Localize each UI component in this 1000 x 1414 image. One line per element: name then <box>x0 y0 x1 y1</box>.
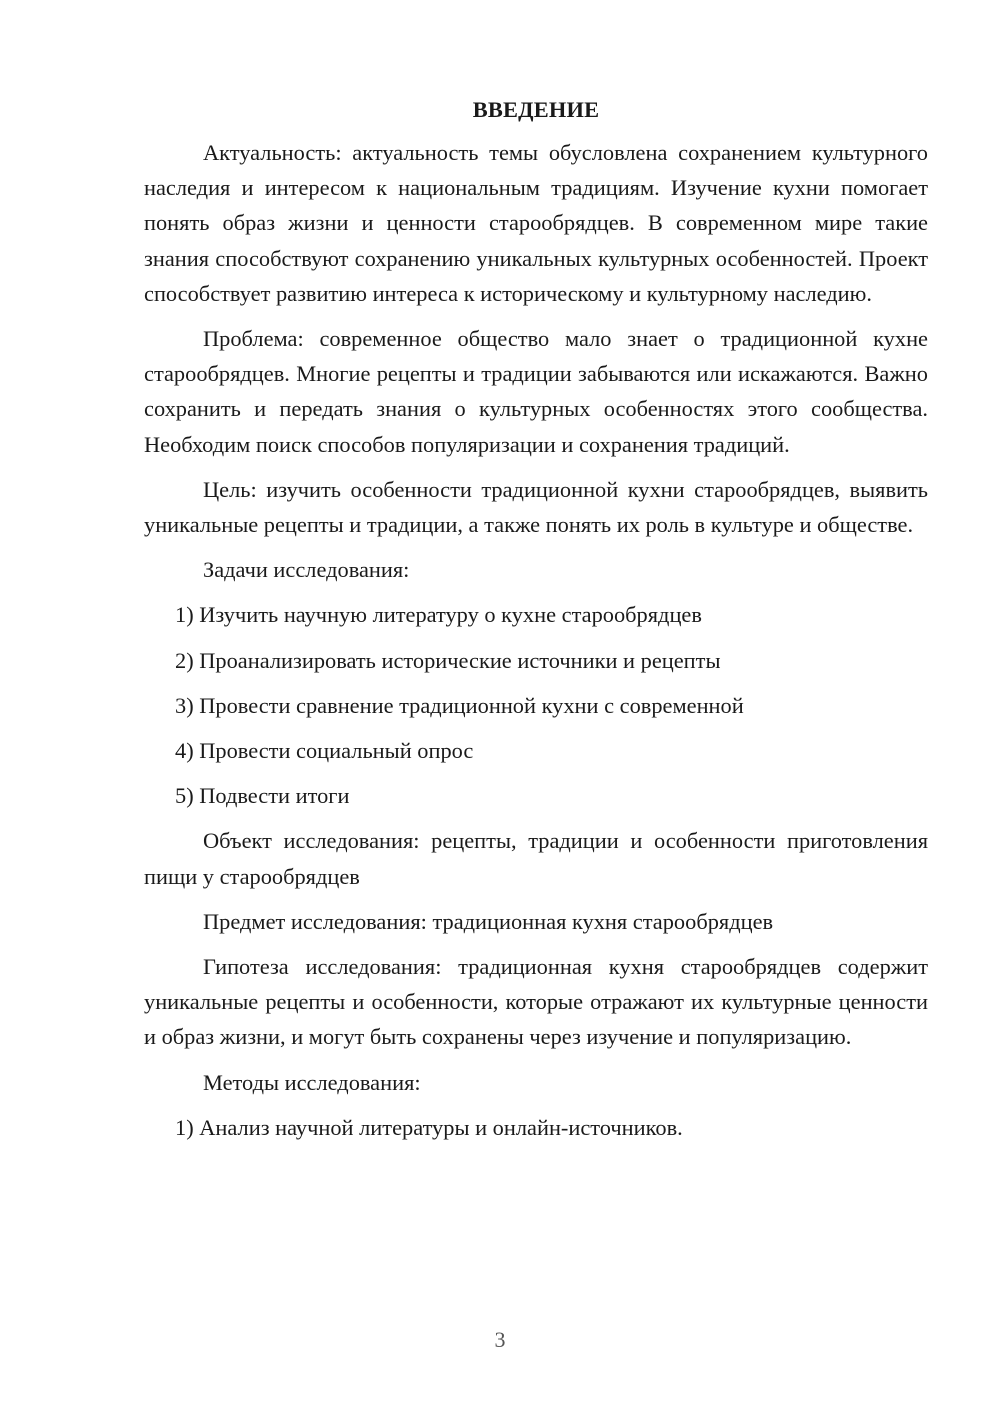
list-item: 1) Анализ научной литературы и онлайн-источников. <box>175 1114 683 1140</box>
goal-paragraph: Цель: изучить особенности традиционной кухни старообрядцев, выявить уникальные рецепты и традиции, а также понять их роль в культуре и обществе. <box>144 476 928 538</box>
object-paragraph: Объект исследования: рецепты, традиции и особенности приготовления пищи у старообрядцев <box>144 828 928 889</box>
list-item: 4) Провести социальный опрос <box>175 738 474 764</box>
tasks-list <box>144 597 928 813</box>
page-number: 3 <box>494 1327 506 1352</box>
problem-paragraph: Проблема: современное общество мало знает о традиционной кухне старообрядцев. Многие рецепты и традиции забываются или искажаются. Важно сохранить и передать знания о культурных особенностях этого сообщества. Необходим поиск способов популяризации и сохранения традиций. <box>144 326 928 457</box>
page-title: ВВЕДЕНИЕ <box>472 97 600 122</box>
hypothesis-paragraph: Гипотеза исследования: традиционная кухня старообрядцев содержит уникальные рецепты и особенности, которые отражают их культурные ценности и образ жизни, и могут быть сохранены через изучение и популяризацию. <box>144 954 928 1050</box>
document-page <box>144 92 928 1145</box>
tasks-heading: Задачи исследования: <box>203 557 410 583</box>
relevance-paragraph: Актуальность: актуальность темы обусловлена сохранением культурного наследия и интересом к национальным традициям. Изучение кухни помогает понять образ жизни и ценности старообрядцев. В современном мире такие знания способствуют сохранению уникальных культурных особенностей. Проект способствует развитию интереса к историческому и культурному наследию. <box>144 140 928 306</box>
methods-list <box>144 1110 928 1145</box>
subject-paragraph: Предмет исследования: традиционная кухня старообрядцев <box>203 908 774 934</box>
list-item: 3) Провести сравнение традиционной кухни с современной <box>175 692 744 718</box>
list-item: 1) Изучить научную литературу о кухне старообрядцев <box>175 602 702 628</box>
list-item: 2) Проанализировать исторические источники и рецепты <box>175 647 721 673</box>
list-item: 5) Подвести итоги <box>175 783 350 809</box>
methods-heading: Методы исследования: <box>203 1069 421 1095</box>
